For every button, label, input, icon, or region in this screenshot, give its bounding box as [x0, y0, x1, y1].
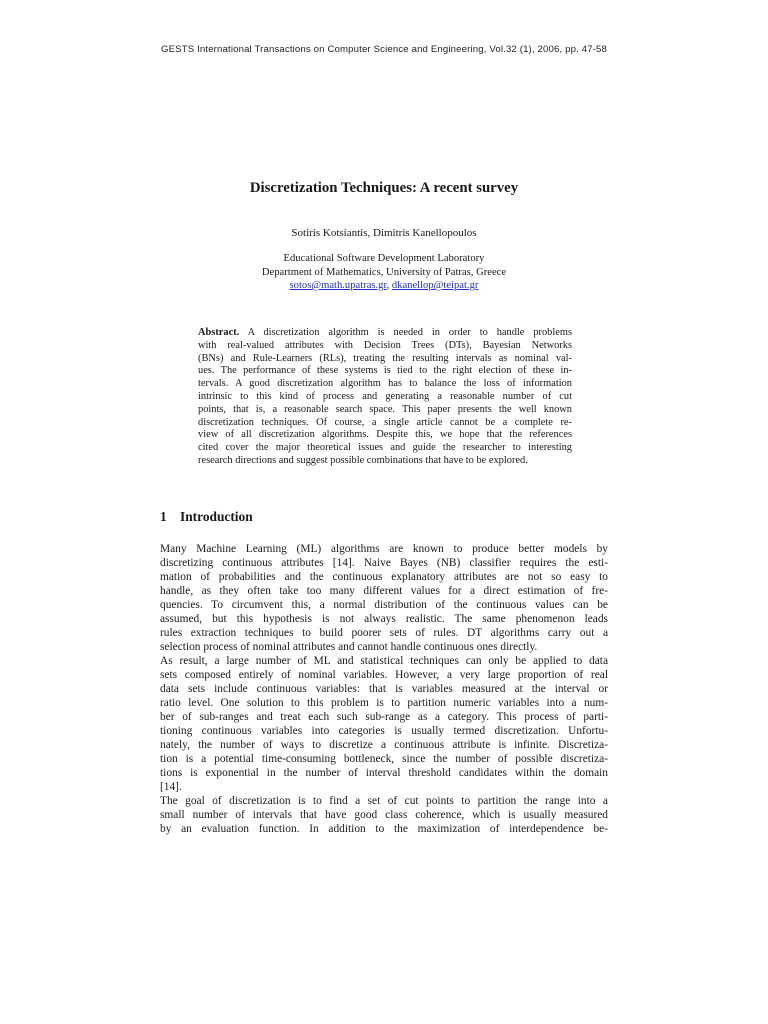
- text-line: ues. The performance of these systems is tied to the right election of these in-: [198, 365, 572, 377]
- paper-title: Discretization Techniques: A recent survey: [249, 180, 519, 196]
- abstract-block: [198, 327, 572, 468]
- text-line: nately, the number of ways to discretize a continuous attribute is infinite. Discretiza-: [160, 739, 608, 751]
- email-link-kanellopoulos[interactable]: dkanellop@teipat.gr: [391, 280, 479, 291]
- text-line: small number of intervals that have good class coherence, which is usually measured: [160, 809, 608, 821]
- introduction-body: [160, 542, 608, 836]
- text-line: quencies. To circumvent this, a normal distribution of the continuous values can be: [160, 599, 608, 611]
- affiliation-lab: Educational Software Development Laboratory: [283, 253, 485, 264]
- section-heading-introduction: [160, 509, 253, 525]
- text-line: sets composed entirely of nominal variables. However, a very large proportion of real: [160, 669, 608, 681]
- text-line: intrinsic to this kind of process and generating a reasonable number of cut: [198, 390, 572, 402]
- affiliation-block: [0, 252, 768, 293]
- text-line: handle, as they often take too many different values for a direct estimation of fre-: [160, 585, 608, 597]
- paragraph-1: [160, 542, 608, 654]
- text-line: Many Machine Learning (ML) algorithms are known to produce better models by: [160, 543, 608, 555]
- text-line: view of all discretization algorithms. Despite this, we hope that the references: [198, 429, 572, 441]
- text-line: tervals. A good discretization algorithm has to balance the loss of information: [198, 378, 572, 390]
- abstract-lines: [198, 340, 572, 468]
- text-line: rules extraction techniques to build poorer sets of rules. DT algorithms carry out a: [160, 627, 608, 639]
- text-line: ratio level. One solution to this problem is to partition numeric variables into a num-: [160, 697, 608, 709]
- text-line: selection process of nominal attributes and cannot handle continuous ones directly.: [160, 641, 538, 653]
- text-line: data sets include continuous variables: that is variables measured at the interval or: [160, 683, 608, 695]
- text-line: ber of sub-ranges and treat each such sub-range as a category. This process of parti-: [160, 711, 608, 723]
- text-line: research directions and suggest possible combinations that have to be explored.: [198, 454, 528, 466]
- journal-header: GESTS International Transactions on Computer Science and Engineering, Vol.32 (1), 2006, pp. 47-58: [161, 44, 607, 55]
- text-line: with real-valued attributes with Decision Trees (DTs), Bayesian Networks: [198, 339, 572, 351]
- text-line: tion is a potential time-consuming bottleneck, since the number of possible discretiza-: [160, 753, 608, 765]
- abstract-first-line-text: A discretization algorithm is needed in order to handle problems: [239, 327, 572, 338]
- text-line: (BNs) and Rule-Learners (RLs), treating the resulting intervals as nominal val-: [198, 352, 572, 364]
- text-line: assumed, but this hypothesis is not always realistic. The same phenomenon leads: [160, 613, 608, 625]
- text-line: cited cover the major theoretical issues and guide the researcher to interesting: [198, 442, 572, 454]
- affiliation-department: Department of Mathematics, University of Patras, Greece: [261, 266, 507, 278]
- affiliation-emails: [0, 279, 768, 293]
- text-line: discretizing continuous attributes [14]. Naive Bayes (NB) classifier requires the esti-: [160, 557, 608, 569]
- section-number: 1: [160, 509, 167, 524]
- text-line: The goal of discretization is to find a set of cut points to partition the range into a: [160, 795, 608, 807]
- text-line: tioning continuous variables into categories is usually termed discretization. Unfortu-: [160, 725, 608, 737]
- email-separator: ,: [386, 280, 392, 291]
- text-line: points, that is, a reasonable search space. This paper presents the well known: [198, 403, 572, 415]
- text-line: mation of probabilities and the continuous explanatory attributes are not so easy to: [160, 571, 608, 583]
- text-line: As result, a large number of ML and statistical techniques can only be applied to data: [160, 655, 608, 667]
- text-line: tions is exponential in the number of interval threshold candidates within the domain: [160, 767, 608, 779]
- text-line: by an evaluation function. In addition to the maximization of interdependence be-: [160, 823, 608, 835]
- email-link-kotsiantis[interactable]: sotos@math.upatras.gr: [289, 280, 387, 291]
- paragraph-2: [160, 654, 608, 794]
- text-line: [14].: [160, 781, 182, 793]
- abstract-line: [198, 327, 572, 340]
- abstract-label: Abstract.: [198, 327, 240, 338]
- section-title: Introduction: [180, 509, 253, 524]
- author-list: Sotiris Kotsiantis, Dimitris Kanellopoulos: [291, 227, 477, 239]
- paragraph-3: [160, 794, 608, 836]
- text-line: discretization techniques. Of course, a single article cannot be a complete re-: [198, 416, 572, 428]
